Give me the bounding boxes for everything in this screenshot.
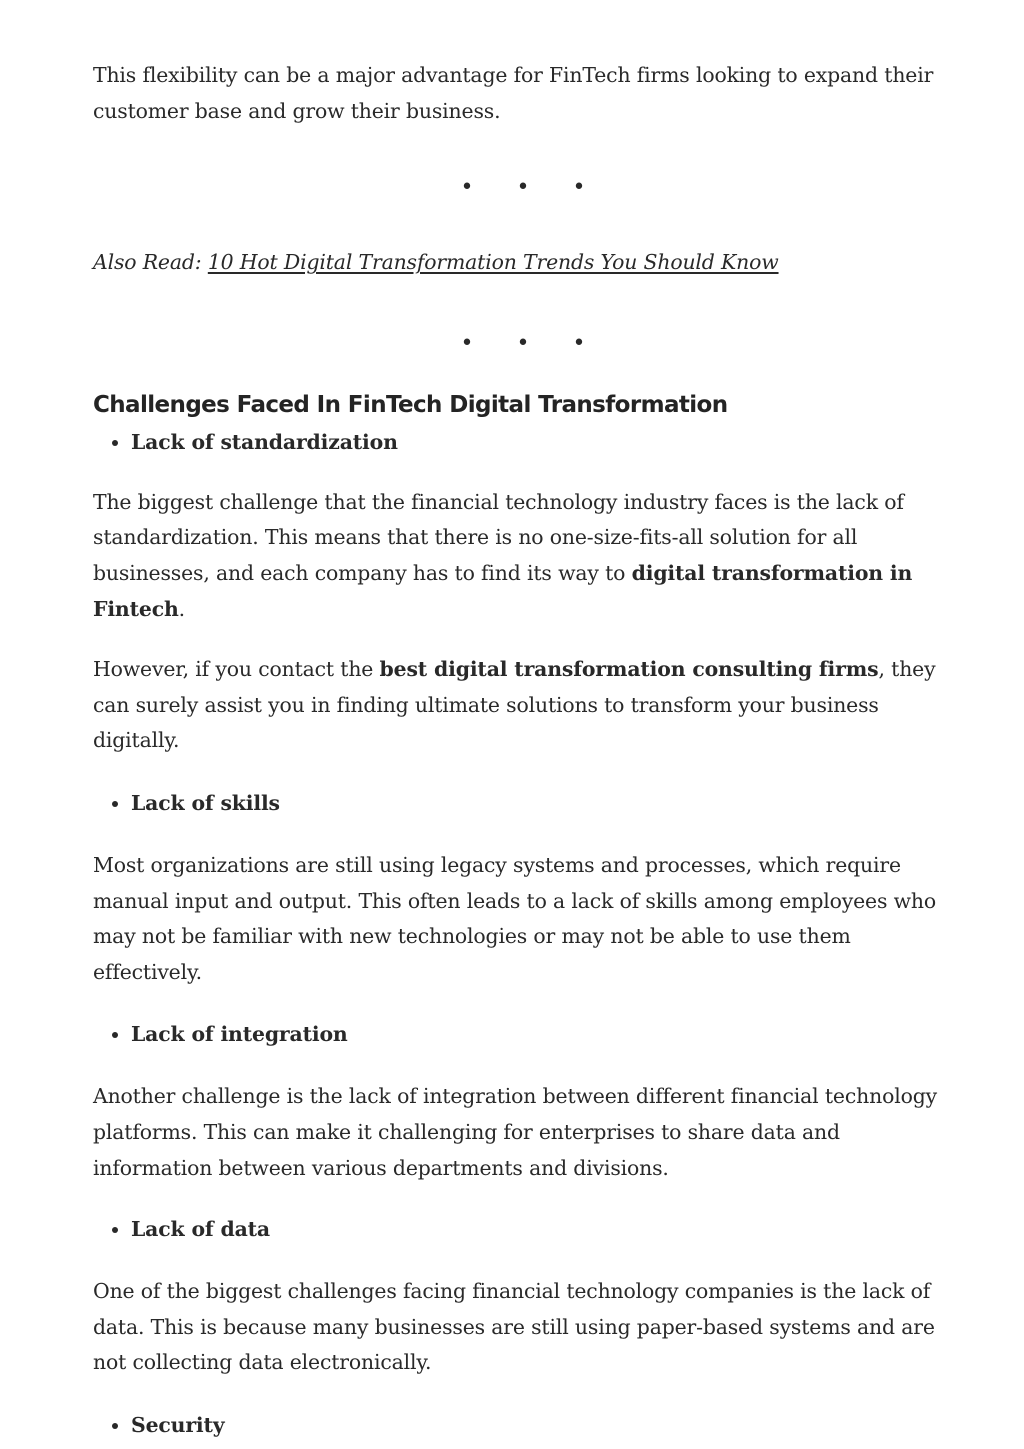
challenge-title-standardization: • Lack of standardization bbox=[131, 425, 953, 459]
intro-paragraph: This flexibility can be a major advantage for FinTech firms looking to expand their customer base and grow their business. bbox=[93, 63, 934, 123]
challenge-title-integration: • Lack of integration bbox=[131, 1017, 953, 1051]
section-separator: • • • bbox=[460, 175, 604, 201]
challenge-list-2 bbox=[93, 786, 953, 820]
challenge-list-4 bbox=[93, 1212, 953, 1246]
article-body bbox=[93, 58, 953, 1442]
consulting-text-b: , they can surely assist you in finding ultimate solutions to transform your business digitally. bbox=[93, 657, 936, 753]
challenge-list-5 bbox=[93, 1408, 953, 1442]
challenge-title-data: • Lack of data bbox=[131, 1212, 953, 1246]
challenge-title-skills: • Lack of skills bbox=[131, 786, 953, 820]
integration-paragraph: Another challenge is the lack of integration between different financial technology platforms. This can make it challenging for enterprises to share data and information between various departments and divisions. bbox=[93, 1084, 937, 1180]
section-separator-2: • • • bbox=[460, 330, 604, 356]
skills-paragraph: Most organizations are still using legacy systems and processes, which require manual input and output. This often leads to a lack of skills among employees who may not be familiar with new technologies or may not be able to use them effectively. bbox=[93, 852, 937, 984]
consulting-bold: best digital transformation consulting firms bbox=[379, 657, 879, 682]
standardization-bold: digital transformation in Fintech bbox=[93, 560, 913, 621]
also-read-link[interactable]: 10 Hot Digital Transformation Trends You Should Know bbox=[207, 250, 779, 275]
also-read bbox=[93, 245, 953, 281]
standardization-text-a: The biggest challenge that the financial technology industry faces is the lack of standardization. This means that there is no one-size-fits-all solution for all businesses, and each company has to find its way to bbox=[93, 489, 904, 585]
standardization-paragraph-2 bbox=[93, 652, 953, 759]
consulting-text-a: However, if you contact the bbox=[93, 657, 380, 682]
section-heading: Challenges Faced In FinTech Digital Transformation bbox=[93, 391, 728, 418]
challenge-title-security: • Security bbox=[131, 1408, 953, 1442]
challenge-list-1 bbox=[93, 425, 953, 459]
challenge-list-3 bbox=[93, 1017, 953, 1051]
standardization-paragraph-1 bbox=[93, 485, 953, 627]
data-paragraph: One of the biggest challenges facing financial technology companies is the lack of data. This is because many businesses are still using paper-based systems and are not collecting data electronically. bbox=[93, 1279, 935, 1375]
also-read-label: Also Read: bbox=[93, 250, 202, 275]
standardization-text-b: . bbox=[178, 596, 185, 621]
